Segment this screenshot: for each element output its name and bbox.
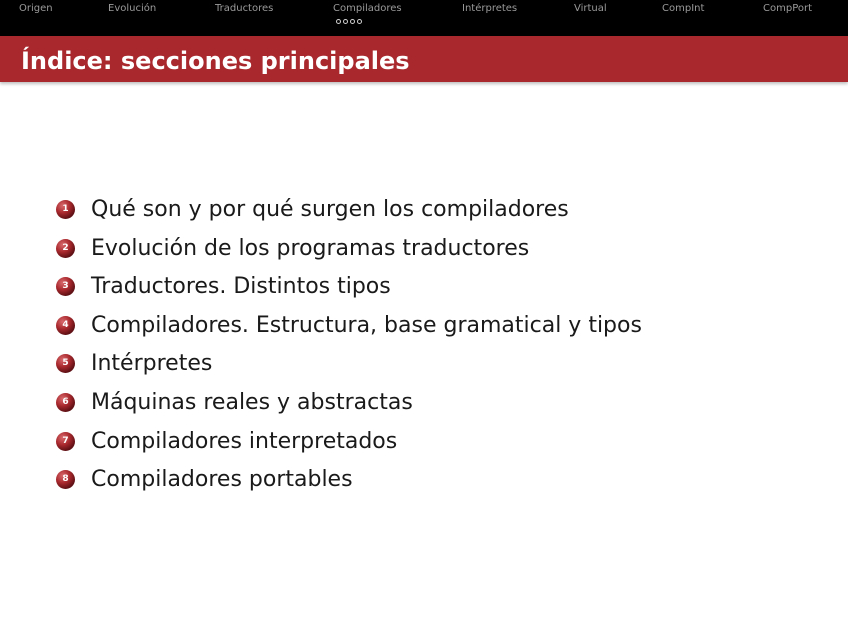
toc-item-label: Compiladores interpretados	[91, 428, 398, 454]
nav-item-traductores[interactable]: Traductores	[215, 3, 274, 14]
bullet-number: 1	[62, 204, 69, 214]
section-navigation-bar	[0, 0, 848, 36]
bullet-number: 4	[62, 319, 69, 330]
numbered-ball-bullet-icon	[55, 276, 76, 297]
subsection-dots	[336, 19, 362, 24]
table-of-contents	[55, 196, 642, 505]
bullet-number: 7	[62, 435, 69, 446]
subsection-dot[interactable]	[336, 19, 341, 24]
toc-item-label: Máquinas reales y abstractas	[91, 389, 413, 415]
toc-item-label: Traductores. Distintos tipos	[91, 274, 391, 300]
toc-item[interactable]	[55, 428, 642, 467]
numbered-ball-bullet-icon	[55, 238, 76, 259]
numbered-ball-bullet-icon	[55, 315, 76, 336]
bullet-number: 6	[62, 396, 69, 407]
bullet-number: 2	[62, 242, 69, 253]
toc-item-label: Qué son y por qué surgen los compiladores	[91, 197, 569, 222]
subsection-dot[interactable]	[357, 19, 362, 24]
numbered-ball-bullet-icon	[55, 353, 76, 374]
numbered-ball-bullet-icon	[55, 431, 76, 452]
toc-item[interactable]	[55, 196, 642, 235]
nav-item-virtual[interactable]: Virtual	[574, 3, 607, 14]
toc-item-label: Compiladores. Estructura, base gramatical y tipos	[91, 312, 642, 338]
bullet-number: 8	[62, 474, 69, 485]
numbered-ball-bullet-icon	[55, 469, 76, 490]
nav-item-compport[interactable]: CompPort	[763, 3, 813, 14]
toc-item[interactable]	[55, 273, 642, 312]
bullet-number: 3	[62, 281, 69, 292]
toc-item-label: Evolución de los programas traductores	[91, 235, 530, 261]
toc-item[interactable]	[55, 466, 642, 505]
subsection-dot[interactable]	[343, 19, 348, 24]
nav-item-evolucion[interactable]: Evolución	[108, 3, 157, 14]
nav-item-interpretes[interactable]: Intérpretes	[462, 3, 518, 14]
toc-item[interactable]	[55, 312, 642, 351]
frame-title: Índice: secciones principales	[21, 47, 410, 75]
numbered-ball-bullet-icon	[55, 199, 76, 220]
toc-item[interactable]	[55, 235, 642, 274]
nav-item-compiladores[interactable]: Compiladores	[333, 3, 402, 14]
toc-item-label: Compiladores portables	[91, 467, 353, 493]
subsection-dot[interactable]	[350, 19, 355, 24]
toc-item-label: Intérpretes	[91, 351, 213, 377]
bullet-number: 5	[62, 358, 69, 369]
nav-item-origen[interactable]: Origen	[19, 3, 53, 14]
frame-title-bar	[0, 36, 848, 82]
nav-item-compint[interactable]: CompInt	[662, 3, 705, 14]
numbered-ball-bullet-icon	[55, 392, 76, 413]
toc-item[interactable]	[55, 350, 642, 389]
toc-item[interactable]	[55, 389, 642, 428]
